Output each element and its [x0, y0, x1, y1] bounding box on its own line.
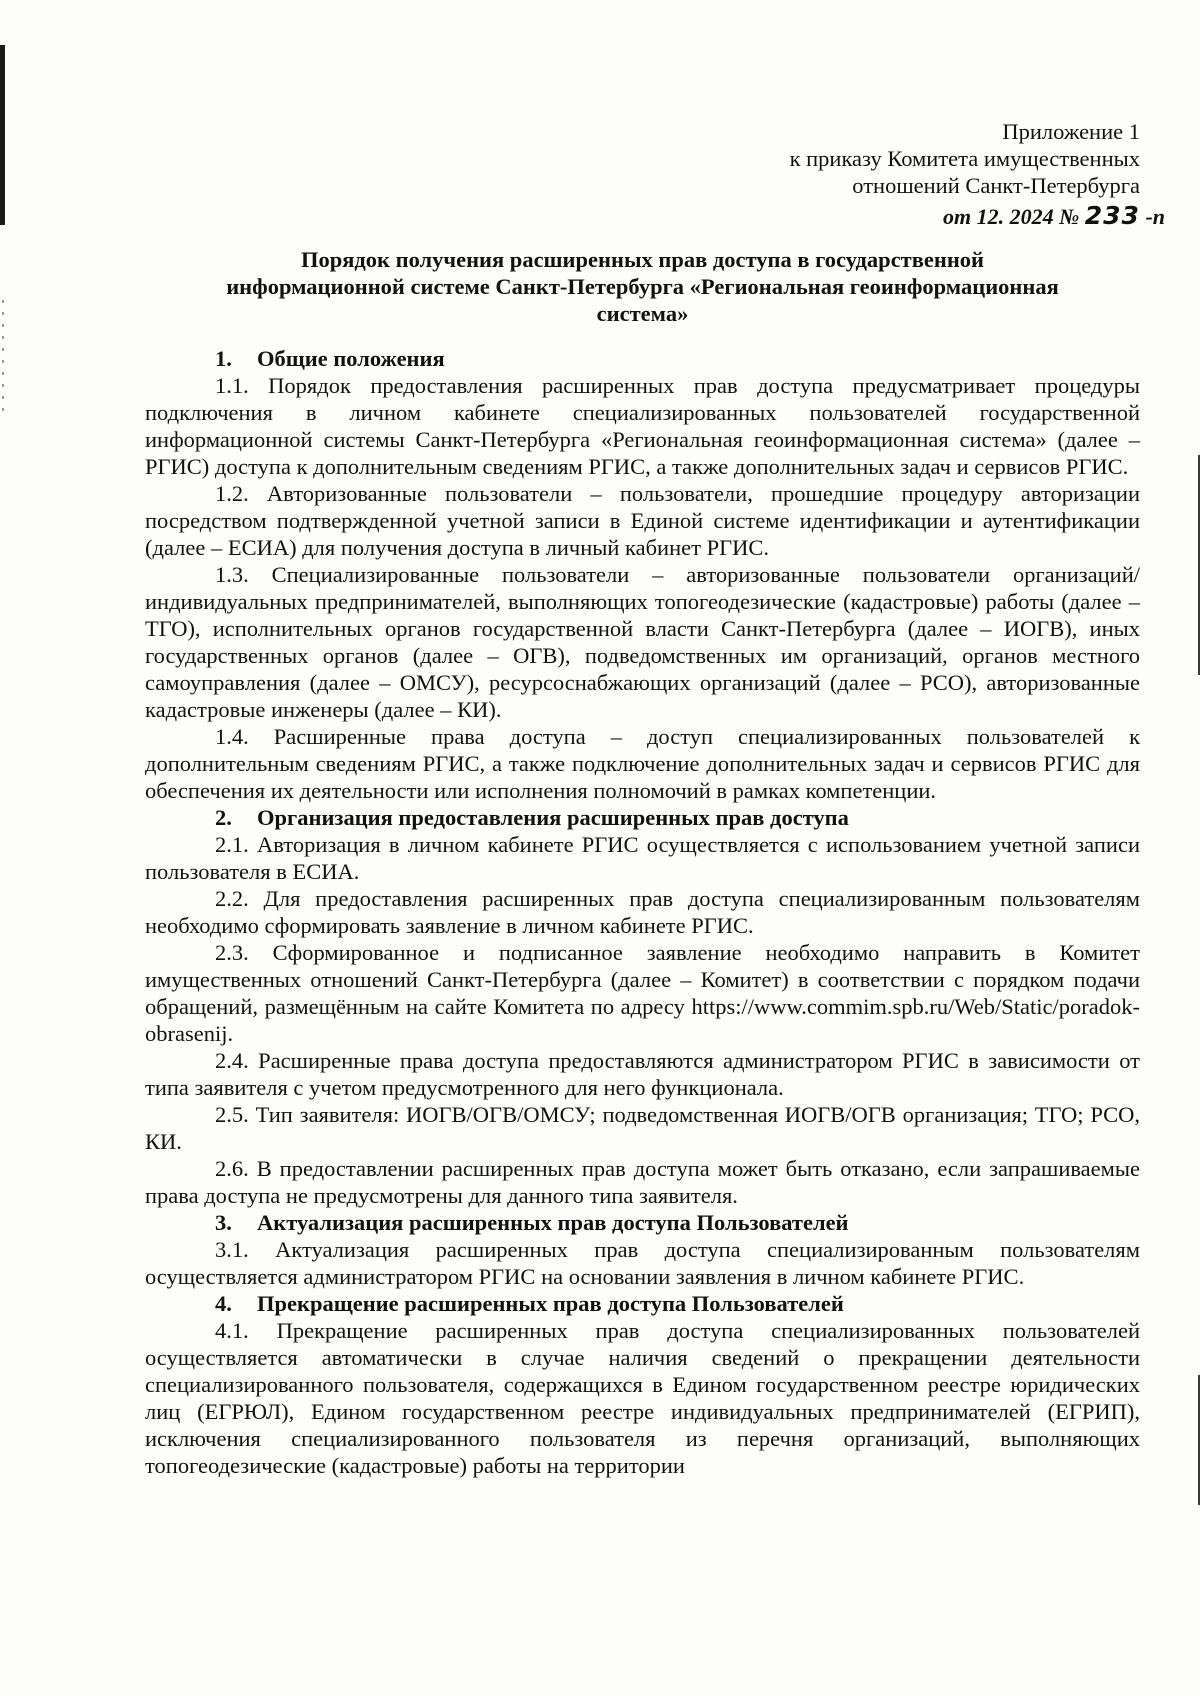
annex-line: к приказу Комитета имущественных	[789, 146, 1140, 171]
order-number: 233	[1084, 201, 1140, 230]
section-number: 1.	[215, 346, 232, 371]
paragraph: 1.1. Порядок предоставления расширенных прав доступа предусматривает процедуры подключения в личном кабинете специализированных пользователей государственной информационной системы Санкт-Петербурга «Региональная геоинформационная система» (далее – РГИС) доступа к дополнительным сведениям РГИС, а также дополнительных задач и сервисов РГИС.	[145, 373, 1140, 479]
section-heading	[145, 804, 1140, 831]
document-title	[145, 246, 1140, 327]
annex-line: отношений Санкт-Петербурга	[852, 173, 1140, 198]
title-line: система»	[596, 301, 689, 326]
paragraph: 1.4. Расширенные права доступа – доступ специализированных пользователей к дополнительным сведениям РГИС, а также подключение дополнительных задач и сервисов РГИС для обеспечения их деятельности или исполнения полномочий в рамках компетенции.	[145, 724, 1140, 803]
paragraph: 2.5. Тип заявителя: ИОГВ/ОГВ/ОМСУ; подведомственная ИОГВ/ОГВ организация; ТГО; РСО, КИ.	[145, 1102, 1140, 1154]
order-number-line	[145, 201, 1165, 232]
paragraph: 1.2. Авторизованные пользователи – пользователи, прошедшие процедуру авторизации посредством подтвержденной учетной записи в Единой системе идентификации и аутентификации (далее – ЕСИА) для получения доступа в личный кабинет РГИС.	[145, 481, 1140, 560]
annex-line: Приложение 1	[1002, 119, 1140, 144]
section-heading	[145, 345, 1140, 372]
section-number: 2.	[215, 805, 232, 830]
annex-block	[145, 118, 1140, 199]
title-line: информационной системе Санкт-Петербурга «Региональная геоинформационная	[226, 274, 1059, 299]
section-heading	[145, 1209, 1140, 1236]
section-title: Актуализация расширенных прав доступа Пользователей	[257, 1210, 849, 1235]
paragraph: 2.6. В предоставлении расширенных прав доступа может быть отказано, если запрашиваемые права доступа не предусмотрены для данного типа заявителя.	[145, 1156, 1140, 1208]
paragraph: 2.3. Сформированное и подписанное заявление необходимо направить в Комитет имущественных отношений Санкт-Петербурга (далее – Комитет) в соответствии с порядком подачи обращений, размещённым на сайте Комитета по адресу https://www.commim.spb.ru/Web/Static/poradok-obrasenij.	[145, 940, 1140, 1046]
scan-noise-mark	[2, 300, 4, 420]
order-sign: №	[1059, 204, 1080, 229]
scan-edge-mark	[0, 45, 5, 225]
section-number: 4.	[215, 1291, 232, 1316]
title-line: Порядок получения расширенных прав доступа в государственной	[300, 247, 985, 272]
section-heading	[145, 1290, 1140, 1317]
paragraph: 3.1. Актуализация расширенных прав доступа специализированным пользователям осуществляется администратором РГИС на основании заявления в личном кабинете РГИС.	[145, 1237, 1140, 1289]
section-number: 3.	[215, 1210, 232, 1235]
order-suffix: -п	[1145, 204, 1165, 229]
paragraph: 2.1. Авторизация в личном кабинете РГИС осуществляется с использованием учетной записи пользователя в ЕСИА.	[145, 832, 1140, 884]
section-title: Прекращение расширенных прав доступа Пользователей	[257, 1291, 844, 1316]
section-title: Организация предоставления расширенных прав доступа	[257, 805, 849, 830]
section-title: Общие положения	[257, 346, 445, 371]
paragraph: 4.1. Прекращение расширенных прав доступа специализированных пользователей осуществляется автоматически в случае наличия сведений о прекращении деятельности специализированного пользователя, содержащихся в Едином государственном реестре юридических лиц (ЕГРЮЛ), Едином государственном реестре индивидуальных предпринимателей (ЕГРИП), исключения специализированного пользователя из перечня организаций, выполняющих топогеодезические (кадастровые) работы на территории	[145, 1318, 1140, 1478]
paragraph: 1.3. Специализированные пользователи – авторизованные пользователи организаций/индивидуальных предпринимателей, выполняющих топогеодезические (кадастровые) работы (далее – ТГО), исполнительных органов государственной власти Санкт-Петербурга (далее – ИОГВ), иных государственных органов (далее – ОГВ), подведомственных им организаций, органов местного самоуправления (далее – ОМСУ), ресурсоснабжающих организаций (далее – РСО), авторизованные кадастровые инженеры (далее – КИ).	[145, 562, 1140, 722]
document-body	[145, 118, 1165, 1479]
paragraph: 2.2. Для предоставления расширенных прав доступа специализированным пользователям необходимо сформировать заявление в личном кабинете РГИС.	[145, 886, 1140, 938]
order-date: от 12. 2024	[942, 204, 1054, 229]
paragraph: 2.4. Расширенные права доступа предоставляются администратором РГИС в зависимости от типа заявителя с учетом предусмотренного для него функционала.	[145, 1048, 1140, 1100]
